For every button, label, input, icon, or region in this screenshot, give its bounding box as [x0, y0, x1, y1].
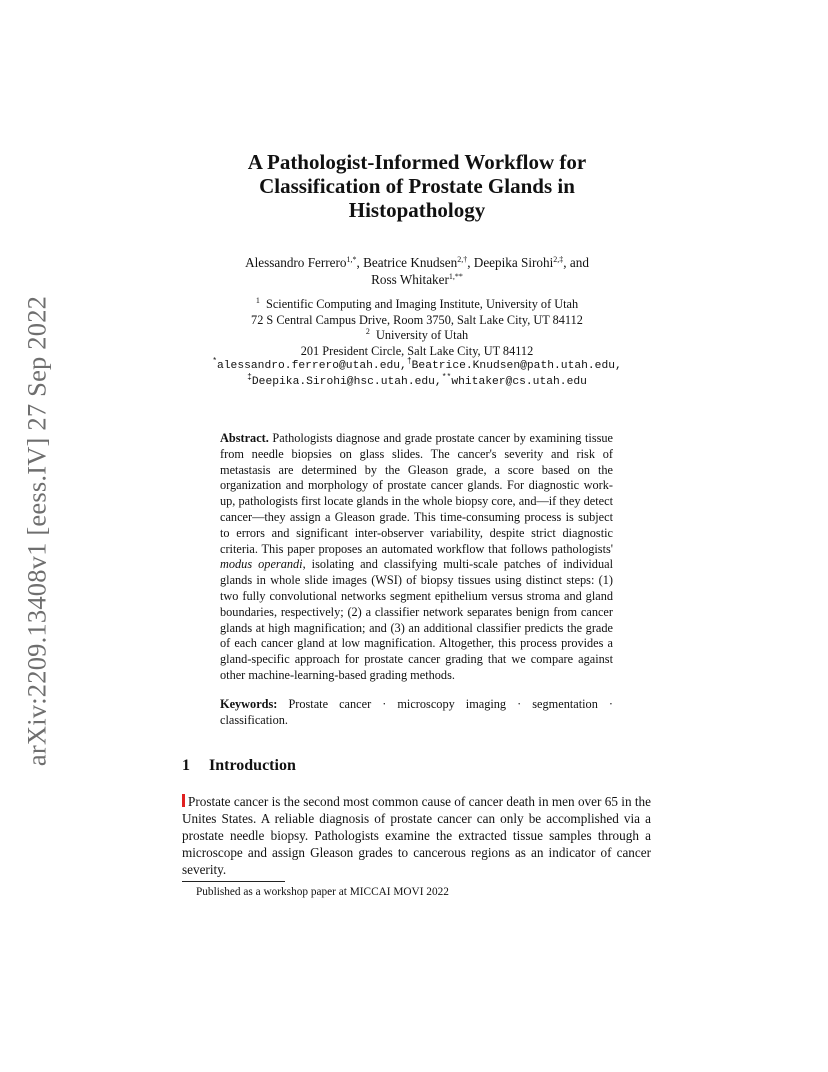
email-mark: ‡: [247, 372, 252, 382]
title-line: Classification of Prostate Glands in: [259, 174, 575, 198]
author-name: Alessandro Ferrero: [245, 255, 347, 270]
footnote-marker-icon[interactable]: [182, 794, 185, 807]
affil-line: University of Utah: [375, 328, 469, 343]
email-line: [190, 372, 644, 391]
author-affil-mark: 1,**: [448, 272, 463, 281]
author-affil-mark: 1,*: [346, 255, 357, 264]
email-mark: **: [441, 372, 452, 382]
intro-text: Prostate cancer is the second most common cause of cancer death in men over 65 in the Unites States. A reliable diagnosis of prostate cancer can only be accomplished via a prostate needle biopsy. Pathologists examine the extracted tissue samples through a microscope and assign Gleason grades to cancerous regions as an indicator of cancer severity.: [182, 794, 651, 877]
title-line: Histopathology: [348, 198, 486, 222]
affil-line: 201 President Circle, Salt Lake City, UT 84112: [300, 343, 534, 358]
section-number: 1: [182, 757, 190, 774]
affil-number: 2: [365, 327, 370, 337]
section-title: Introduction: [209, 757, 296, 774]
email-line: [190, 359, 644, 375]
abstract-label: Abstract.: [220, 431, 269, 445]
author-affil-mark: 2,‡: [553, 255, 564, 264]
footnote: Published as a workshop paper at MICCAI MOVI 2022: [196, 886, 449, 898]
author-name: Deepika Sirohi: [473, 255, 554, 270]
email-address: alessandro.ferrero@utah.edu,: [217, 360, 407, 373]
affil-line: 72 S Central Campus Drive, Room 3750, Salt Lake City, UT 84112: [251, 312, 583, 327]
affil-number: 1: [255, 296, 260, 305]
arxiv-side-label: arXiv:2209.13408v1 [eess.IV] 27 Sep 2022: [21, 295, 52, 767]
email-address: Beatrice.Knudsen@path.utah.edu,: [411, 360, 622, 373]
email-mark: *: [212, 357, 217, 367]
title-line: A Pathologist-Informed Workflow for: [247, 150, 587, 174]
abstract-italic: modus operandi: [220, 557, 303, 572]
email-mark: †: [406, 357, 412, 367]
affil-line: Scientific Computing and Imaging Institute, University of Utah: [266, 297, 579, 311]
author-name: Ross Whitaker: [371, 272, 449, 287]
keywords-label: Keywords:: [220, 697, 278, 711]
email-address: Deepika.Sirohi@hsc.utah.edu,: [251, 375, 442, 388]
affiliations: [190, 297, 644, 391]
keywords-text: Prostate cancer · microscopy imaging · segmentation · classification.: [220, 697, 613, 727]
author-conjunction: and: [569, 255, 589, 270]
email-address: whitaker@cs.utah.edu: [451, 375, 587, 388]
paper-title: [200, 150, 634, 222]
intro-paragraph: [182, 793, 651, 878]
author-affil-mark: 2,†: [457, 255, 468, 264]
abstract-text: , isolating and classifying multi-scale patches of individual glands in whole slide images (WSI) of biopsy tissues using distinct steps: (1) two fully convolutional networks segment epithelium versus stroma and gland boundaries, respectively; (2) a classifier network separates benign from cancer glands at high magnification; and (3) an additional classifier predicts the grade of each cancer gland at low magnification. Altogether, this process provides a gland-specific approach for prostate cancer grading that we compare against other machine-learning-based grading methods.: [220, 557, 613, 682]
author-list: Alessandro Ferrero$^{1,*}$, Beatrice Knudsen$^{2,\dagger}$, Deepika Sirohi$^{2,\ddagger}$, and Ross Whitaker$^{1,**}$: [245, 255, 589, 287]
abstract-text: Pathologists diagnose and grade prostate cancer by examining tissue from needle biopsies on glass slides. The cancer's severity and risk of metastasis are determined by the Gleason grade, a score based on the organization and morphology of prostate cancer glands. For diagnostic work-up, pathologists first locate glands in the whole biopsy core, and—if they detect cancer—they assign a Gleason grade. This time-consuming process is subject to errors and significant inter-observer variability, despite strict diagnostic criteria. This paper proposes an automated workflow that follows pathologists': [220, 431, 613, 556]
author-name: Beatrice Knudsen: [363, 255, 458, 270]
section-heading: [182, 757, 296, 775]
keywords: [220, 697, 613, 729]
abstract: [220, 431, 613, 684]
footnote-rule: [182, 881, 285, 882]
